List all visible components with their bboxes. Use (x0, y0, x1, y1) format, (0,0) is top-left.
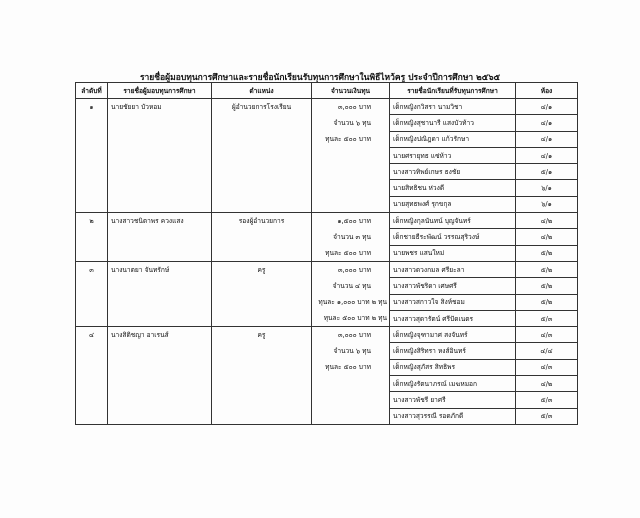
row-no: ๔ (76, 327, 108, 425)
student-room: ๔/๒ (516, 376, 578, 392)
student-name: นางสาวดวงกมล ศรียะลา (390, 261, 516, 277)
student-room: ๖/๑ (516, 180, 578, 196)
amount-line (312, 180, 390, 196)
student-name: เด็กหญิงสิริทรา หงส์อินทร์ (390, 343, 516, 359)
donor-name: นางสิติชญา อาเรนส์ (108, 327, 212, 425)
amount-line: จำนวน ๔ ทุน (312, 278, 390, 294)
amount-line: ๓,๐๐๐ บาท (312, 261, 390, 277)
amount-line (312, 196, 390, 212)
student-room: ๖/๑ (516, 196, 578, 212)
student-name: เด็กหญิงสุชานารี แสงบัวท้าว (390, 115, 516, 131)
amount-line (312, 376, 390, 392)
student-room: ๔/๑ (516, 115, 578, 131)
header-donor: รายชื่อผู้มอบทุนการศึกษา (108, 83, 212, 99)
header-amount: จำนวนเงินทุน (312, 83, 390, 99)
student-name: นางสาวสุวรรณี รอดภักดี (390, 408, 516, 424)
donor-name: นายชัยยา บัวหอม (108, 99, 212, 213)
amount-line: ๓,๐๐๐ บาท (312, 327, 390, 343)
student-room: ๔/๓ (516, 359, 578, 375)
table-row (76, 261, 578, 277)
table-row (76, 213, 578, 229)
student-room: ๔/๒ (516, 229, 578, 245)
student-name: เด็กหญิงสุภัสร สิทธิพร (390, 359, 516, 375)
student-room: ๕/๒ (516, 294, 578, 310)
student-room: ๕/๓ (516, 310, 578, 326)
row-no: ๑ (76, 99, 108, 213)
student-room: ๕/๒ (516, 245, 578, 261)
scholarship-table (75, 82, 578, 425)
amount-line: จำนวน ๓ ทุน (312, 229, 390, 245)
amount-line: ทุนละ ๑,๐๐๐ บาท ๒ ทุน (312, 294, 390, 310)
student-name: นางสาวสกาวใจ สิงห์ชอม (390, 294, 516, 310)
student-name: นางสาวพัชรี ยาศรี (390, 392, 516, 408)
student-name: นายสุทธพงศ์ รุกขกุล (390, 196, 516, 212)
amount-line: ๑,๕๐๐ บาท (312, 213, 390, 229)
donor-position: ผู้อำนวยการโรงเรียน (212, 99, 312, 213)
student-room: ๔/๑ (516, 131, 578, 147)
table-row (76, 327, 578, 343)
amount-line: ทุนละ ๕๐๐ บาท (312, 245, 390, 261)
donor-position: ครู (212, 327, 312, 425)
donor-position: รองผู้อำนวยการ (212, 213, 312, 262)
donor-name: นางสาวชนิตาพร ควงแสง (108, 213, 212, 262)
amount-line (312, 392, 390, 408)
student-room: ๕/๓ (516, 392, 578, 408)
student-room: ๔/๓ (516, 327, 578, 343)
student-room: ๕/๓ (516, 408, 578, 424)
amount-line: ทุนละ ๕๐๐ บาท ๒ ทุน (312, 310, 390, 326)
student-name: นายสิทธิชน ห่วงดี (390, 180, 516, 196)
student-name: เด็กหญิงปณิฎดา แก้วรักษา (390, 131, 516, 147)
student-name: เด็กหญิงรัตนาภรณ์ เมฆหมอก (390, 376, 516, 392)
header-no: ลำดับที่ (76, 83, 108, 99)
amount-line (312, 164, 390, 180)
student-name: นางสาวสุดารัตน์ ศรีปัดเนตร (390, 310, 516, 326)
header-student: รายชื่อนักเรียนที่รับทุนการศึกษา (390, 83, 516, 99)
amount-line: จำนวน ๖ ทุน (312, 115, 390, 131)
student-name: นายศรายุทธ แซ่ห้าว (390, 147, 516, 163)
student-name: เด็กหญิงจุฑามาศ สงจันทร์ (390, 327, 516, 343)
amount-line: จำนวน ๖ ทุน (312, 343, 390, 359)
student-room: ๔/๑ (516, 99, 578, 115)
amount-line (312, 408, 390, 424)
donor-position: ครู (212, 261, 312, 326)
student-room: ๔/๒ (516, 213, 578, 229)
amount-line: ทุนละ ๕๐๐ บาท (312, 359, 390, 375)
header-row (76, 83, 578, 99)
student-name: นางสาวทิพย์เกษร ธงชัย (390, 164, 516, 180)
student-name: เด็กหญิงกุลนันทน์ บุญจันทร์ (390, 213, 516, 229)
student-name: เด็กชายธีระพัฒน์ วรรณสุริวงษ์ (390, 229, 516, 245)
student-name: นายพชร แสนใหม่ (390, 245, 516, 261)
student-name: นางสาวพัชริดา เศษศรี (390, 278, 516, 294)
student-room: ๕/๑ (516, 164, 578, 180)
student-room: ๔/๔ (516, 343, 578, 359)
header-position: ตำแหน่ง (212, 83, 312, 99)
amount-line: ทุนละ ๕๐๐ บาท (312, 131, 390, 147)
document-title: รายชื่อผู้มอบทุนการศึกษาและรายชื่อนักเรียนรับทุนการศึกษาในพิธีไหว้ครู ประจำปีการศึกษา ๒๕๖๕ (139, 73, 501, 83)
student-room: ๕/๒ (516, 278, 578, 294)
student-room: ๕/๒ (516, 261, 578, 277)
row-no: ๒ (76, 213, 108, 262)
amount-line (312, 147, 390, 163)
donor-name: นางนาตยา จันทรักษ์ (108, 261, 212, 326)
row-no: ๓ (76, 261, 108, 326)
student-room: ๔/๑ (516, 147, 578, 163)
table-row (76, 99, 578, 115)
student-name: เด็กหญิงกวิสรา นามวิชา (390, 99, 516, 115)
amount-line: ๓,๐๐๐ บาท (312, 99, 390, 115)
header-room: ห้อง (516, 83, 578, 99)
